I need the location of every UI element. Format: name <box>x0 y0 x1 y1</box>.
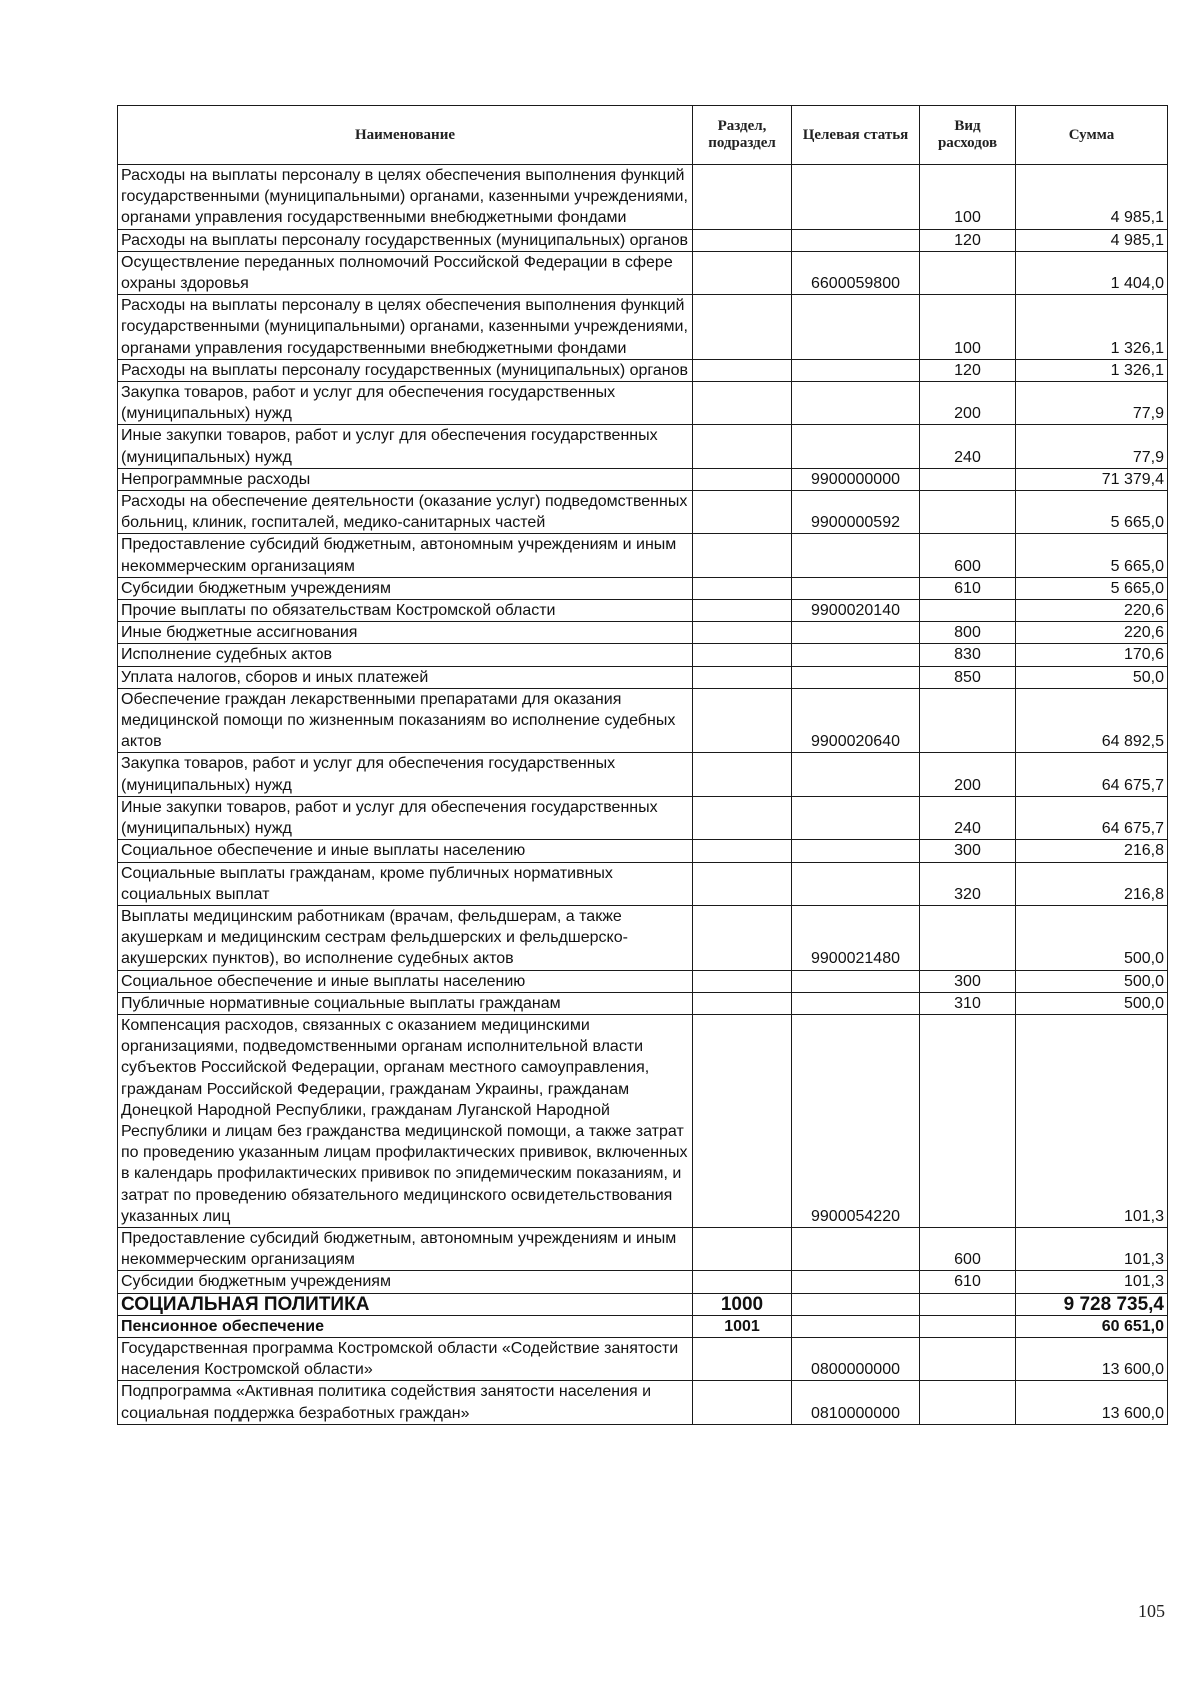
table-row <box>118 753 1168 796</box>
row-name-cell: Субсидии бюджетным учреждениям <box>118 577 693 599</box>
table-row <box>118 688 1168 753</box>
row-celevaya-cell: 9900021480 <box>792 905 920 970</box>
table-row <box>118 1381 1168 1424</box>
row-vid-cell <box>920 1337 1016 1380</box>
row-name-cell: Закупка товаров, работ и услуг для обеспечения государственных (муниципальных) нужд <box>118 382 693 425</box>
row-summa-cell: 4 985,1 <box>1016 229 1168 251</box>
row-vid-cell <box>920 1315 1016 1337</box>
row-celevaya-cell: 9900000592 <box>792 491 920 534</box>
row-vid-cell: 850 <box>920 666 1016 688</box>
row-summa-cell: 1 326,1 <box>1016 295 1168 360</box>
table-row <box>118 666 1168 688</box>
row-summa-cell: 4 985,1 <box>1016 165 1168 230</box>
table-row <box>118 359 1168 381</box>
row-razdel-cell <box>693 468 792 490</box>
row-name-cell: Закупка товаров, работ и услуг для обеспечения государственных (муниципальных) нужд <box>118 753 693 796</box>
row-celevaya-cell <box>792 1271 920 1293</box>
row-vid-cell <box>920 491 1016 534</box>
row-razdel-cell: 1000 <box>693 1293 792 1315</box>
row-summa-cell: 216,8 <box>1016 840 1168 862</box>
row-name-cell: Компенсация расходов, связанных с оказанием медицинскими организациями, подведомственными органам исполнительной власти субъектов Российской Федерации, органам местного самоуправления, гражданам Российской Федерации, гражданам Украины, гражданам Донецкой Народной Республики, гражданам Луганской Народной Республики и лицам без гражданства медицинской помощи, а также затрат по проведению указанным лицам профилактических прививок, включенных в календарь профилактических прививок по эпидемическим показаниям, и затрат по проведению обязательного медицинского освидетельствования указанных лиц <box>118 1014 693 1227</box>
row-vid-cell: 200 <box>920 382 1016 425</box>
row-vid-cell: 300 <box>920 970 1016 992</box>
row-summa-cell: 500,0 <box>1016 992 1168 1014</box>
row-celevaya-cell <box>792 577 920 599</box>
row-celevaya-cell <box>792 970 920 992</box>
budget-table <box>117 105 1168 1425</box>
row-razdel-cell <box>693 992 792 1014</box>
row-celevaya-cell <box>792 796 920 839</box>
row-vid-cell: 200 <box>920 753 1016 796</box>
row-celevaya-cell <box>792 666 920 688</box>
table-row <box>118 425 1168 468</box>
row-summa-cell: 220,6 <box>1016 600 1168 622</box>
row-name-cell: Иные закупки товаров, работ и услуг для обеспечения государственных (муниципальных) нужд <box>118 425 693 468</box>
row-summa-cell: 77,9 <box>1016 425 1168 468</box>
row-vid-cell <box>920 905 1016 970</box>
row-summa-cell: 5 665,0 <box>1016 534 1168 577</box>
row-name-cell: Подпрограмма «Активная политика содействия занятости населения и социальная поддержка безработных граждан» <box>118 1381 693 1424</box>
row-vid-cell: 120 <box>920 229 1016 251</box>
row-summa-cell: 71 379,4 <box>1016 468 1168 490</box>
row-name-cell: Социальные выплаты гражданам, кроме публичных нормативных социальных выплат <box>118 862 693 905</box>
table-row <box>118 970 1168 992</box>
row-razdel-cell <box>693 1227 792 1270</box>
table-row <box>118 600 1168 622</box>
row-razdel-cell <box>693 229 792 251</box>
row-name-cell: Уплата налогов, сборов и иных платежей <box>118 666 693 688</box>
row-celevaya-cell <box>792 992 920 1014</box>
row-razdel-cell <box>693 644 792 666</box>
row-name-cell: Обеспечение граждан лекарственными препаратами для оказания медицинской помощи по жизненным показаниям во исполнение судебных актов <box>118 688 693 753</box>
row-razdel-cell <box>693 622 792 644</box>
table-row <box>118 840 1168 862</box>
row-razdel-cell <box>693 359 792 381</box>
row-vid-cell: 610 <box>920 577 1016 599</box>
row-name-cell: Социальное обеспечение и иные выплаты населению <box>118 970 693 992</box>
row-celevaya-cell: 0810000000 <box>792 1381 920 1424</box>
row-name-cell: Субсидии бюджетным учреждениям <box>118 1271 693 1293</box>
row-celevaya-cell <box>792 359 920 381</box>
row-celevaya-cell: 9900000000 <box>792 468 920 490</box>
row-celevaya-cell <box>792 1293 920 1315</box>
row-celevaya-cell <box>792 534 920 577</box>
row-summa-cell: 101,3 <box>1016 1271 1168 1293</box>
row-name-cell: Прочие выплаты по обязательствам Костромской области <box>118 600 693 622</box>
row-celevaya-cell <box>792 165 920 230</box>
row-summa-cell: 64 675,7 <box>1016 796 1168 839</box>
table-row <box>118 1337 1168 1380</box>
row-celevaya-cell: 6600059800 <box>792 251 920 294</box>
page-number: 105 <box>1138 1601 1165 1621</box>
row-name-cell: Социальное обеспечение и иные выплаты населению <box>118 840 693 862</box>
table-row <box>118 165 1168 230</box>
row-vid-cell <box>920 688 1016 753</box>
table-body <box>118 165 1168 1425</box>
row-razdel-cell <box>693 970 792 992</box>
header-celevaya-statya: Целевая статья <box>792 106 920 165</box>
row-summa-cell: 50,0 <box>1016 666 1168 688</box>
row-celevaya-cell: 9900020640 <box>792 688 920 753</box>
row-celevaya-cell: 9900020140 <box>792 600 920 622</box>
budget-document-sheet <box>117 105 1167 1425</box>
row-name-cell: Расходы на обеспечение деятельности (оказание услуг) подведомственных больниц, клиник, госпиталей, медико-санитарных частей <box>118 491 693 534</box>
row-celevaya-cell <box>792 862 920 905</box>
row-summa-cell: 101,3 <box>1016 1227 1168 1270</box>
row-razdel-cell <box>693 1014 792 1227</box>
row-celevaya-cell <box>792 425 920 468</box>
row-name-cell: Предоставление субсидий бюджетным, автономным учреждениям и иным некоммерческим организациям <box>118 1227 693 1270</box>
row-razdel-cell <box>693 251 792 294</box>
row-razdel-cell <box>693 840 792 862</box>
row-name-cell: Осуществление переданных полномочий Российской Федерации в сфере охраны здоровья <box>118 251 693 294</box>
row-summa-cell: 1 404,0 <box>1016 251 1168 294</box>
row-summa-cell: 500,0 <box>1016 970 1168 992</box>
row-name-cell: Предоставление субсидий бюджетным, автономным учреждениям и иным некоммерческим организациям <box>118 534 693 577</box>
row-celevaya-cell <box>792 1227 920 1270</box>
row-name-cell: Пенсионное обеспечение <box>118 1315 693 1337</box>
row-celevaya-cell <box>792 382 920 425</box>
table-row <box>118 644 1168 666</box>
table-row <box>118 992 1168 1014</box>
row-vid-cell: 600 <box>920 1227 1016 1270</box>
table-row <box>118 1315 1168 1337</box>
row-vid-cell <box>920 251 1016 294</box>
row-razdel-cell <box>693 688 792 753</box>
row-celevaya-cell <box>792 295 920 360</box>
row-vid-cell: 320 <box>920 862 1016 905</box>
row-razdel-cell <box>693 905 792 970</box>
row-name-cell: Иные закупки товаров, работ и услуг для обеспечения государственных (муниципальных) нужд <box>118 796 693 839</box>
table-row <box>118 905 1168 970</box>
row-name-cell: Публичные нормативные социальные выплаты гражданам <box>118 992 693 1014</box>
row-razdel-cell <box>693 425 792 468</box>
row-name-cell: Расходы на выплаты персоналу в целях обеспечения выполнения функций государственными (муниципальными) органами, казенными учреждениями, органами управления государственными внебюджетными фондами <box>118 165 693 230</box>
row-summa-cell: 13 600,0 <box>1016 1381 1168 1424</box>
row-celevaya-cell <box>792 753 920 796</box>
table-row <box>118 382 1168 425</box>
row-razdel-cell <box>693 491 792 534</box>
row-celevaya-cell: 9900054220 <box>792 1014 920 1227</box>
row-summa-cell: 64 892,5 <box>1016 688 1168 753</box>
row-summa-cell: 77,9 <box>1016 382 1168 425</box>
row-vid-cell: 120 <box>920 359 1016 381</box>
row-summa-cell: 5 665,0 <box>1016 577 1168 599</box>
row-celevaya-cell <box>792 644 920 666</box>
row-name-cell: Исполнение судебных актов <box>118 644 693 666</box>
row-vid-cell: 310 <box>920 992 1016 1014</box>
row-vid-cell: 600 <box>920 534 1016 577</box>
row-name-cell: Государственная программа Костромской области «Содействие занятости населения Костромской области» <box>118 1337 693 1380</box>
table-row <box>118 251 1168 294</box>
table-row <box>118 862 1168 905</box>
row-summa-cell: 13 600,0 <box>1016 1337 1168 1380</box>
header-summa: Сумма <box>1016 106 1168 165</box>
table-row <box>118 1271 1168 1293</box>
row-razdel-cell <box>693 862 792 905</box>
row-summa-cell: 60 651,0 <box>1016 1315 1168 1337</box>
row-summa-cell: 220,6 <box>1016 622 1168 644</box>
row-celevaya-cell <box>792 1315 920 1337</box>
row-razdel-cell <box>693 753 792 796</box>
row-summa-cell: 9 728 735,4 <box>1016 1293 1168 1315</box>
row-vid-cell: 240 <box>920 796 1016 839</box>
row-name-cell: Расходы на выплаты персоналу государственных (муниципальных) органов <box>118 359 693 381</box>
row-summa-cell: 101,3 <box>1016 1014 1168 1227</box>
row-razdel-cell <box>693 534 792 577</box>
row-vid-cell: 800 <box>920 622 1016 644</box>
row-vid-cell <box>920 1381 1016 1424</box>
table-row <box>118 295 1168 360</box>
row-vid-cell <box>920 1014 1016 1227</box>
row-razdel-cell <box>693 796 792 839</box>
table-header <box>118 106 1168 165</box>
table-row <box>118 468 1168 490</box>
table-row <box>118 577 1168 599</box>
table-row <box>118 622 1168 644</box>
row-celevaya-cell <box>792 229 920 251</box>
header-vid-rashodov: Вид расходов <box>920 106 1016 165</box>
table-row <box>118 534 1168 577</box>
row-vid-cell: 300 <box>920 840 1016 862</box>
row-vid-cell: 240 <box>920 425 1016 468</box>
table-row <box>118 1293 1168 1315</box>
row-summa-cell: 64 675,7 <box>1016 753 1168 796</box>
row-name-cell: Непрограммные расходы <box>118 468 693 490</box>
row-vid-cell: 610 <box>920 1271 1016 1293</box>
row-name-cell: Иные бюджетные ассигнования <box>118 622 693 644</box>
row-summa-cell: 170,6 <box>1016 644 1168 666</box>
header-razdel: Раздел, подраздел <box>693 106 792 165</box>
table-row <box>118 1227 1168 1270</box>
row-vid-cell: 830 <box>920 644 1016 666</box>
row-celevaya-cell <box>792 840 920 862</box>
row-razdel-cell: 1001 <box>693 1315 792 1337</box>
row-razdel-cell <box>693 600 792 622</box>
row-razdel-cell <box>693 1271 792 1293</box>
row-razdel-cell <box>693 165 792 230</box>
row-summa-cell: 5 665,0 <box>1016 491 1168 534</box>
table-row <box>118 491 1168 534</box>
row-razdel-cell <box>693 1381 792 1424</box>
row-summa-cell: 1 326,1 <box>1016 359 1168 381</box>
row-name-cell: Выплаты медицинским работникам (врачам, фельдшерам, а также акушеркам и медицинским сестрам фельдшерских и фельдшерско-акушерских пунктов), во исполнение судебных актов <box>118 905 693 970</box>
row-celevaya-cell <box>792 622 920 644</box>
header-name: Наименование <box>118 106 693 165</box>
row-razdel-cell <box>693 577 792 599</box>
row-name-cell: Расходы на выплаты персоналу государственных (муниципальных) органов <box>118 229 693 251</box>
table-row <box>118 1014 1168 1227</box>
row-razdel-cell <box>693 1337 792 1380</box>
table-row <box>118 229 1168 251</box>
row-razdel-cell <box>693 295 792 360</box>
row-summa-cell: 216,8 <box>1016 862 1168 905</box>
table-row <box>118 796 1168 839</box>
row-razdel-cell <box>693 382 792 425</box>
row-vid-cell: 100 <box>920 295 1016 360</box>
row-celevaya-cell: 0800000000 <box>792 1337 920 1380</box>
row-vid-cell <box>920 1293 1016 1315</box>
row-name-cell: СОЦИАЛЬНАЯ ПОЛИТИКА <box>118 1293 693 1315</box>
row-summa-cell: 500,0 <box>1016 905 1168 970</box>
row-vid-cell <box>920 600 1016 622</box>
row-name-cell: Расходы на выплаты персоналу в целях обеспечения выполнения функций государственными (муниципальными) органами, казенными учреждениями, органами управления государственными внебюджетными фондами <box>118 295 693 360</box>
header-row <box>118 106 1168 165</box>
row-vid-cell: 100 <box>920 165 1016 230</box>
row-razdel-cell <box>693 666 792 688</box>
row-vid-cell <box>920 468 1016 490</box>
